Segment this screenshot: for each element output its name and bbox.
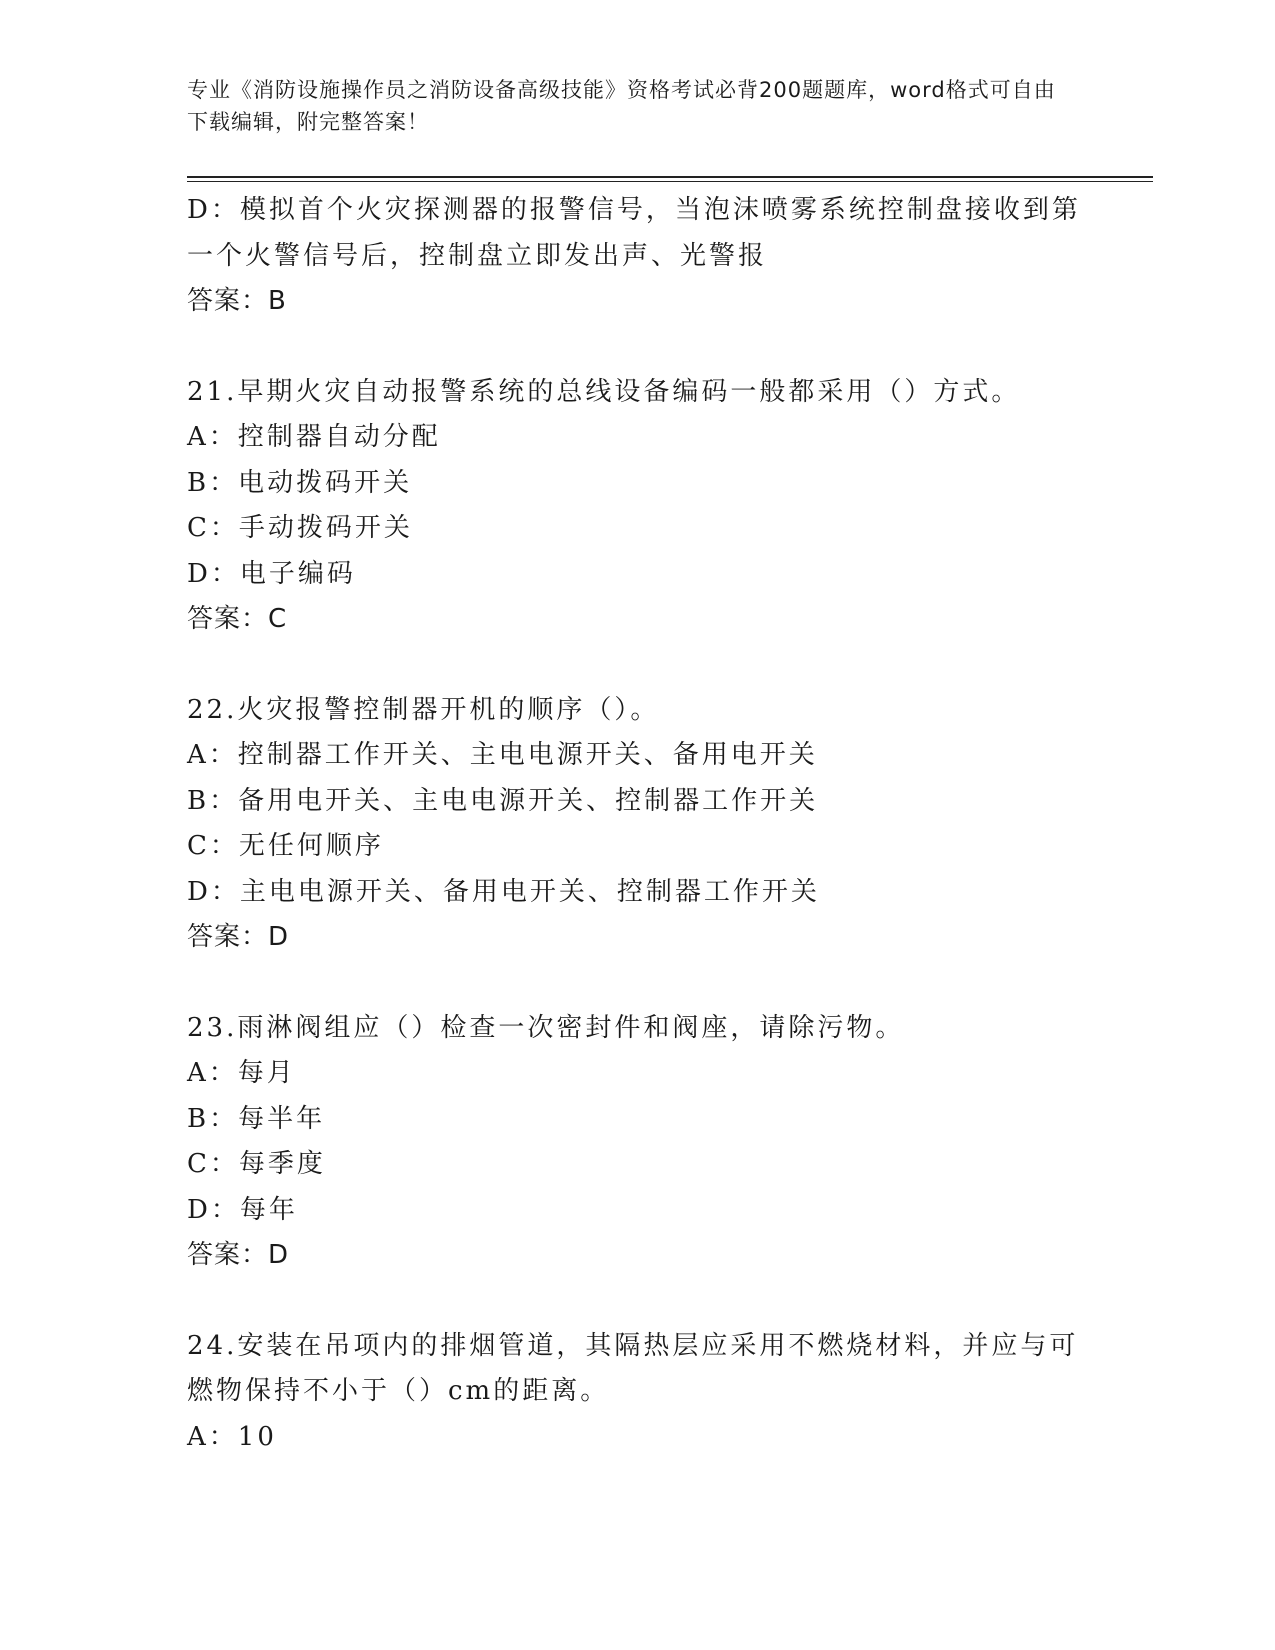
answer-line: 答案：D: [187, 922, 290, 952]
question-stem-continued: 燃物保持不小于（）cm的距离。: [187, 1376, 610, 1406]
question-21: [187, 370, 1087, 643]
answer-line: 答案：D: [187, 1240, 290, 1270]
option-a: A：每月: [187, 1058, 296, 1088]
carryover-block: [187, 188, 1087, 325]
option-a: A：控制器工作开关、主电电源开关、备用电开关: [187, 740, 818, 770]
option-c: C：手动拨码开关: [187, 513, 413, 543]
question-stem: 21.早期火灾自动报警系统的总线设备编码一般都采用（）方式。: [187, 376, 1021, 407]
option-a: A：10: [187, 1421, 277, 1452]
question-stem: 24.安装在吊项内的排烟管道，其隔热层应采用不燃烧材料，并应与可: [187, 1330, 1079, 1361]
question-stem: 23.雨淋阀组应（）检查一次密封件和阀座，请除污物。: [187, 1012, 905, 1043]
question-stem: 22.火灾报警控制器开机的顺序（）。: [187, 694, 660, 725]
question-list: [187, 188, 1087, 1460]
option-d: D：电子编码: [187, 558, 356, 589]
question-23: [187, 1006, 1087, 1279]
option-d-continued: 一个火警信号后，控制盘立即发出声、光警报: [187, 240, 768, 271]
answer-line: 答案：B: [187, 286, 287, 316]
option-d: D：主电电源开关、备用电开关、控制器工作开关: [187, 876, 820, 907]
header-rule-thick: [187, 176, 1153, 178]
option-c: C：每季度: [187, 1149, 326, 1179]
option-a: A：控制器自动分配: [187, 422, 441, 452]
option-c: C：无任何顺序: [187, 831, 384, 861]
question-22: [187, 688, 1087, 961]
header-rule-thin: [187, 181, 1153, 182]
answer-line: 答案：C: [187, 604, 288, 634]
option-b: B：每半年: [187, 1103, 326, 1134]
option-d: D：模拟首个火灾探测器的报警信号，当泡沫喷雾系统控制盘接收到第: [187, 195, 1081, 225]
question-24: [187, 1324, 1087, 1461]
option-d: D：每年: [187, 1194, 298, 1225]
document-header: 专业《消防设施操作员之消防设备高级技能》资格考试必背200题题库，word格式可自由下载编辑，附完整答案！: [187, 78, 1056, 134]
option-b: B：备用电开关、主电电源开关、控制器工作开关: [187, 785, 819, 816]
option-b: B：电动拨码开关: [187, 467, 413, 498]
